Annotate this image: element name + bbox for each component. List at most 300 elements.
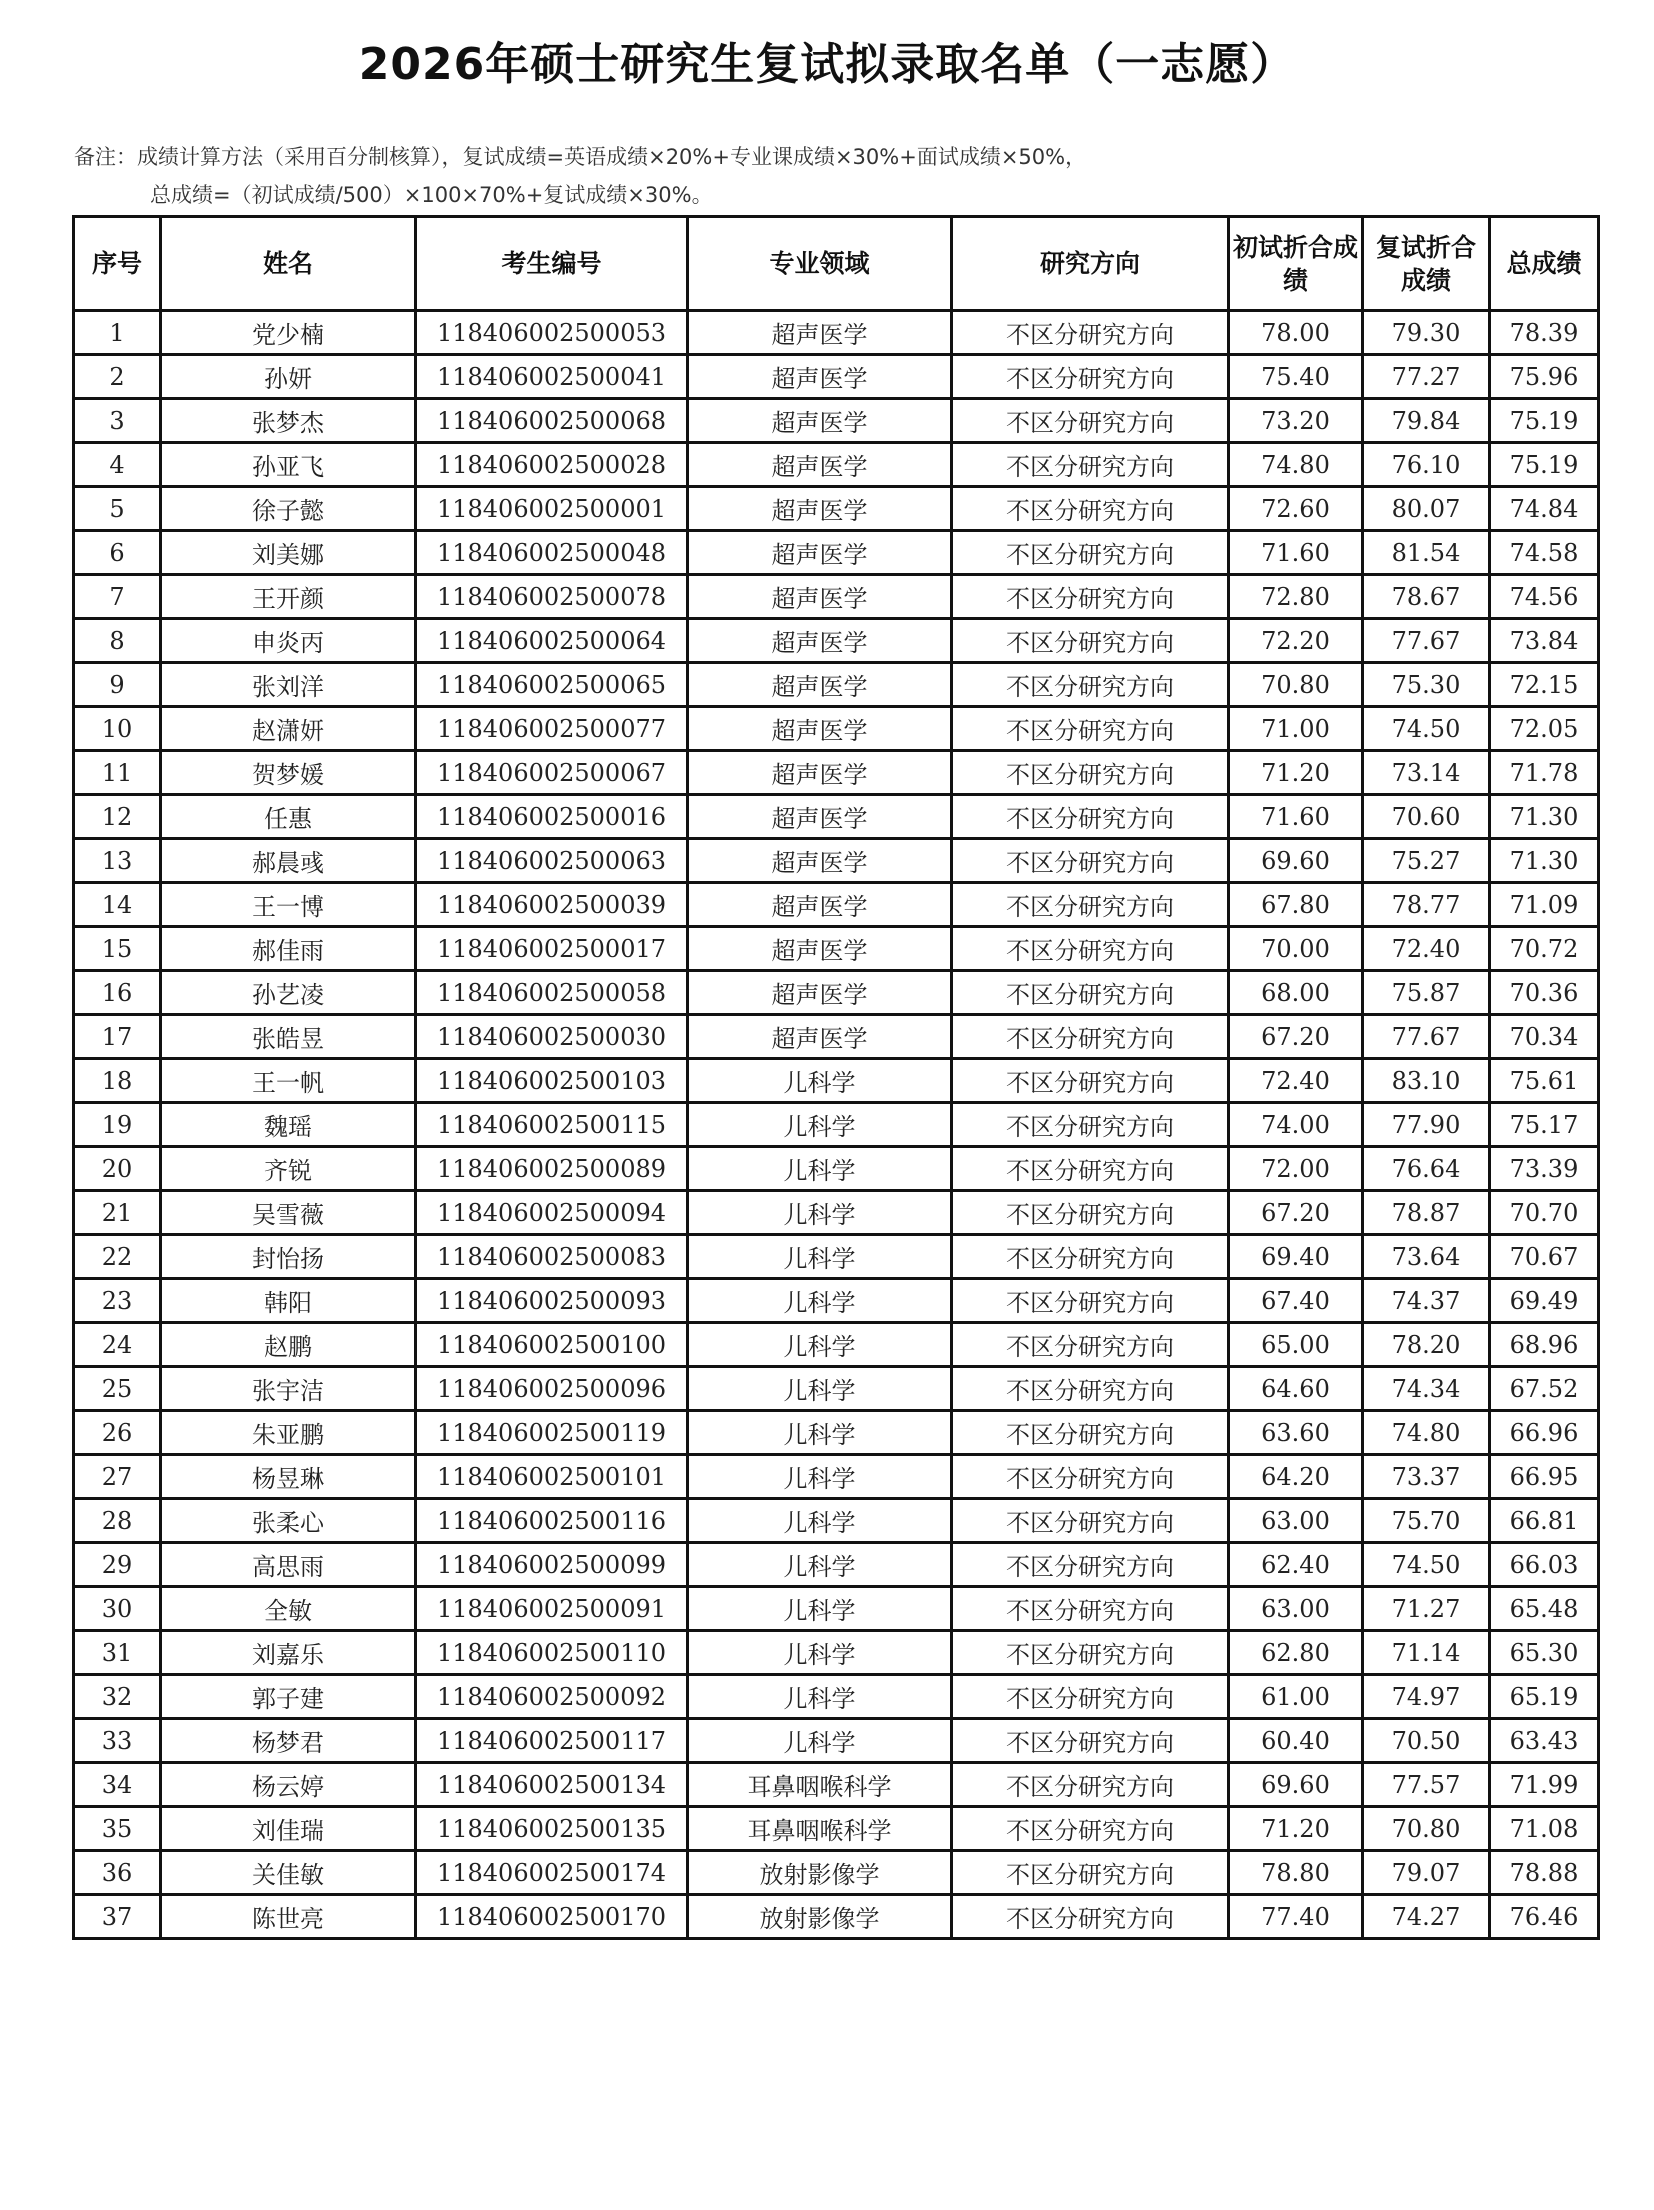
cell-total-score: 70.67 <box>1490 1235 1599 1279</box>
table-row <box>74 1323 1599 1367</box>
cell-research-direction: 不区分研究方向 <box>952 1411 1229 1455</box>
cell-major: 儿科学 <box>688 1059 952 1103</box>
cell-total-score: 71.99 <box>1490 1763 1599 1807</box>
cell-index: 35 <box>74 1807 161 1851</box>
cell-retest-score: 73.37 <box>1363 1455 1490 1499</box>
cell-prelim-score: 72.00 <box>1229 1147 1363 1191</box>
cell-major: 超声医学 <box>688 927 952 971</box>
cell-index: 20 <box>74 1147 161 1191</box>
cell-index: 5 <box>74 487 161 531</box>
cell-index: 21 <box>74 1191 161 1235</box>
cell-major: 超声医学 <box>688 1015 952 1059</box>
cell-retest-score: 74.27 <box>1363 1895 1490 1939</box>
cell-name: 刘美娜 <box>161 531 416 575</box>
cell-retest-score: 74.80 <box>1363 1411 1490 1455</box>
header-retest-score: 复试折合成绩 <box>1363 217 1490 311</box>
cell-major: 超声医学 <box>688 575 952 619</box>
cell-name: 赵潇妍 <box>161 707 416 751</box>
cell-total-score: 71.30 <box>1490 839 1599 883</box>
cell-candidate-id: 118406002500096 <box>416 1367 688 1411</box>
header-major: 专业领域 <box>688 217 952 311</box>
cell-major: 儿科学 <box>688 1631 952 1675</box>
cell-research-direction: 不区分研究方向 <box>952 487 1229 531</box>
cell-name: 杨梦君 <box>161 1719 416 1763</box>
cell-total-score: 70.72 <box>1490 927 1599 971</box>
cell-major: 儿科学 <box>688 1235 952 1279</box>
cell-research-direction: 不区分研究方向 <box>952 1499 1229 1543</box>
cell-index: 10 <box>74 707 161 751</box>
table-row <box>74 311 1599 355</box>
cell-total-score: 71.08 <box>1490 1807 1599 1851</box>
cell-prelim-score: 71.60 <box>1229 531 1363 575</box>
cell-prelim-score: 62.80 <box>1229 1631 1363 1675</box>
cell-research-direction: 不区分研究方向 <box>952 1763 1229 1807</box>
header-name: 姓名 <box>161 217 416 311</box>
cell-candidate-id: 118406002500048 <box>416 531 688 575</box>
note-line-2: 总成绩=（初试成绩/500）×100×70%+复试成绩×30%。 <box>150 183 713 207</box>
cell-total-score: 71.30 <box>1490 795 1599 839</box>
table-row <box>74 1719 1599 1763</box>
header-total-score: 总成绩 <box>1490 217 1599 311</box>
cell-major: 超声医学 <box>688 443 952 487</box>
cell-index: 22 <box>74 1235 161 1279</box>
cell-name: 王开颜 <box>161 575 416 619</box>
cell-research-direction: 不区分研究方向 <box>952 355 1229 399</box>
cell-candidate-id: 118406002500174 <box>416 1851 688 1895</box>
note-line-1: 备注：成绩计算方法（采用百分制核算），复试成绩=英语成绩×20%+专业课成绩×30%+面试成绩×50%， <box>74 145 1087 169</box>
cell-name: 张刘洋 <box>161 663 416 707</box>
cell-major: 儿科学 <box>688 1455 952 1499</box>
cell-candidate-id: 118406002500093 <box>416 1279 688 1323</box>
cell-retest-score: 73.64 <box>1363 1235 1490 1279</box>
table-row <box>74 487 1599 531</box>
cell-name: 全敏 <box>161 1587 416 1631</box>
cell-name: 王一博 <box>161 883 416 927</box>
cell-research-direction: 不区分研究方向 <box>952 311 1229 355</box>
calculation-note <box>74 138 1086 214</box>
table-row <box>74 1851 1599 1895</box>
cell-candidate-id: 118406002500092 <box>416 1675 688 1719</box>
table-header-row <box>74 217 1599 311</box>
cell-name: 孙艺凌 <box>161 971 416 1015</box>
cell-candidate-id: 118406002500117 <box>416 1719 688 1763</box>
table-row <box>74 575 1599 619</box>
cell-index: 8 <box>74 619 161 663</box>
table-row <box>74 1103 1599 1147</box>
cell-name: 党少楠 <box>161 311 416 355</box>
cell-prelim-score: 69.60 <box>1229 1763 1363 1807</box>
cell-total-score: 72.05 <box>1490 707 1599 751</box>
cell-research-direction: 不区分研究方向 <box>952 663 1229 707</box>
cell-name: 郝佳雨 <box>161 927 416 971</box>
cell-prelim-score: 71.20 <box>1229 1807 1363 1851</box>
cell-prelim-score: 73.20 <box>1229 399 1363 443</box>
cell-index: 6 <box>74 531 161 575</box>
cell-prelim-score: 67.40 <box>1229 1279 1363 1323</box>
cell-prelim-score: 78.80 <box>1229 1851 1363 1895</box>
cell-major: 放射影像学 <box>688 1895 952 1939</box>
table-row <box>74 1455 1599 1499</box>
table-row <box>74 795 1599 839</box>
cell-major: 超声医学 <box>688 663 952 707</box>
cell-major: 儿科学 <box>688 1191 952 1235</box>
cell-candidate-id: 118406002500065 <box>416 663 688 707</box>
cell-total-score: 66.81 <box>1490 1499 1599 1543</box>
cell-major: 超声医学 <box>688 971 952 1015</box>
table-row <box>74 1631 1599 1675</box>
table-row <box>74 1059 1599 1103</box>
cell-prelim-score: 69.40 <box>1229 1235 1363 1279</box>
cell-retest-score: 79.84 <box>1363 399 1490 443</box>
cell-total-score: 67.52 <box>1490 1367 1599 1411</box>
cell-index: 28 <box>74 1499 161 1543</box>
cell-name: 高思雨 <box>161 1543 416 1587</box>
table-row <box>74 443 1599 487</box>
cell-name: 陈世亮 <box>161 1895 416 1939</box>
cell-index: 32 <box>74 1675 161 1719</box>
cell-candidate-id: 118406002500041 <box>416 355 688 399</box>
cell-research-direction: 不区分研究方向 <box>952 883 1229 927</box>
cell-research-direction: 不区分研究方向 <box>952 1807 1229 1851</box>
cell-total-score: 72.15 <box>1490 663 1599 707</box>
cell-candidate-id: 118406002500083 <box>416 1235 688 1279</box>
cell-prelim-score: 62.40 <box>1229 1543 1363 1587</box>
cell-candidate-id: 118406002500116 <box>416 1499 688 1543</box>
cell-prelim-score: 63.00 <box>1229 1587 1363 1631</box>
cell-total-score: 75.61 <box>1490 1059 1599 1103</box>
table-row <box>74 619 1599 663</box>
cell-total-score: 78.88 <box>1490 1851 1599 1895</box>
cell-major: 放射影像学 <box>688 1851 952 1895</box>
cell-prelim-score: 70.80 <box>1229 663 1363 707</box>
cell-name: 孙亚飞 <box>161 443 416 487</box>
cell-candidate-id: 118406002500094 <box>416 1191 688 1235</box>
cell-candidate-id: 118406002500099 <box>416 1543 688 1587</box>
cell-index: 29 <box>74 1543 161 1587</box>
cell-candidate-id: 118406002500170 <box>416 1895 688 1939</box>
cell-major: 超声医学 <box>688 883 952 927</box>
table-row <box>74 1191 1599 1235</box>
cell-index: 26 <box>74 1411 161 1455</box>
cell-index: 30 <box>74 1587 161 1631</box>
cell-name: 张梦杰 <box>161 399 416 443</box>
cell-retest-score: 78.77 <box>1363 883 1490 927</box>
table-row <box>74 355 1599 399</box>
cell-major: 耳鼻咽喉科学 <box>688 1763 952 1807</box>
cell-research-direction: 不区分研究方向 <box>952 443 1229 487</box>
cell-retest-score: 78.67 <box>1363 575 1490 619</box>
cell-research-direction: 不区分研究方向 <box>952 1455 1229 1499</box>
table-row <box>74 927 1599 971</box>
header-candidate-id: 考生编号 <box>416 217 688 311</box>
cell-retest-score: 75.27 <box>1363 839 1490 883</box>
cell-index: 36 <box>74 1851 161 1895</box>
cell-prelim-score: 70.00 <box>1229 927 1363 971</box>
cell-index: 11 <box>74 751 161 795</box>
cell-total-score: 69.49 <box>1490 1279 1599 1323</box>
cell-major: 超声医学 <box>688 531 952 575</box>
table-row <box>74 1807 1599 1851</box>
cell-major: 超声医学 <box>688 399 952 443</box>
cell-prelim-score: 68.00 <box>1229 971 1363 1015</box>
cell-index: 3 <box>74 399 161 443</box>
cell-candidate-id: 118406002500134 <box>416 1763 688 1807</box>
table-row <box>74 707 1599 751</box>
cell-retest-score: 79.30 <box>1363 311 1490 355</box>
cell-research-direction: 不区分研究方向 <box>952 619 1229 663</box>
cell-retest-score: 70.50 <box>1363 1719 1490 1763</box>
cell-index: 16 <box>74 971 161 1015</box>
cell-prelim-score: 69.60 <box>1229 839 1363 883</box>
cell-retest-score: 71.27 <box>1363 1587 1490 1631</box>
cell-retest-score: 72.40 <box>1363 927 1490 971</box>
cell-name: 徐子懿 <box>161 487 416 531</box>
cell-name: 孙妍 <box>161 355 416 399</box>
cell-research-direction: 不区分研究方向 <box>952 1015 1229 1059</box>
cell-total-score: 70.34 <box>1490 1015 1599 1059</box>
cell-total-score: 75.19 <box>1490 399 1599 443</box>
cell-total-score: 66.96 <box>1490 1411 1599 1455</box>
cell-research-direction: 不区分研究方向 <box>952 575 1229 619</box>
cell-name: 张柔心 <box>161 1499 416 1543</box>
cell-candidate-id: 118406002500101 <box>416 1455 688 1499</box>
cell-prelim-score: 74.80 <box>1229 443 1363 487</box>
table-row <box>74 971 1599 1015</box>
table-row <box>74 1015 1599 1059</box>
cell-prelim-score: 74.00 <box>1229 1103 1363 1147</box>
cell-candidate-id: 118406002500017 <box>416 927 688 971</box>
cell-candidate-id: 118406002500135 <box>416 1807 688 1851</box>
cell-prelim-score: 71.00 <box>1229 707 1363 751</box>
cell-retest-score: 77.90 <box>1363 1103 1490 1147</box>
cell-retest-score: 77.57 <box>1363 1763 1490 1807</box>
table-row <box>74 1587 1599 1631</box>
cell-prelim-score: 72.80 <box>1229 575 1363 619</box>
cell-research-direction: 不区分研究方向 <box>952 1587 1229 1631</box>
table-row <box>74 1235 1599 1279</box>
cell-candidate-id: 118406002500091 <box>416 1587 688 1631</box>
cell-candidate-id: 118406002500089 <box>416 1147 688 1191</box>
cell-index: 4 <box>74 443 161 487</box>
cell-name: 张宇洁 <box>161 1367 416 1411</box>
cell-prelim-score: 71.60 <box>1229 795 1363 839</box>
cell-prelim-score: 72.40 <box>1229 1059 1363 1103</box>
cell-total-score: 75.17 <box>1490 1103 1599 1147</box>
cell-index: 2 <box>74 355 161 399</box>
cell-prelim-score: 72.60 <box>1229 487 1363 531</box>
admission-table <box>72 215 1600 1940</box>
cell-major: 儿科学 <box>688 1279 952 1323</box>
cell-major: 儿科学 <box>688 1499 952 1543</box>
cell-total-score: 66.03 <box>1490 1543 1599 1587</box>
cell-total-score: 75.96 <box>1490 355 1599 399</box>
cell-prelim-score: 63.00 <box>1229 1499 1363 1543</box>
cell-major: 儿科学 <box>688 1103 952 1147</box>
cell-prelim-score: 67.20 <box>1229 1191 1363 1235</box>
cell-total-score: 73.39 <box>1490 1147 1599 1191</box>
cell-total-score: 74.58 <box>1490 531 1599 575</box>
cell-total-score: 74.84 <box>1490 487 1599 531</box>
cell-research-direction: 不区分研究方向 <box>952 971 1229 1015</box>
cell-research-direction: 不区分研究方向 <box>952 839 1229 883</box>
cell-major: 儿科学 <box>688 1147 952 1191</box>
cell-index: 7 <box>74 575 161 619</box>
cell-prelim-score: 61.00 <box>1229 1675 1363 1719</box>
cell-retest-score: 76.64 <box>1363 1147 1490 1191</box>
table-row <box>74 399 1599 443</box>
cell-name: 郭子建 <box>161 1675 416 1719</box>
cell-retest-score: 75.70 <box>1363 1499 1490 1543</box>
cell-candidate-id: 118406002500110 <box>416 1631 688 1675</box>
cell-candidate-id: 118406002500077 <box>416 707 688 751</box>
cell-research-direction: 不区分研究方向 <box>952 1367 1229 1411</box>
cell-research-direction: 不区分研究方向 <box>952 1103 1229 1147</box>
cell-major: 儿科学 <box>688 1367 952 1411</box>
cell-index: 37 <box>74 1895 161 1939</box>
cell-index: 27 <box>74 1455 161 1499</box>
cell-index: 31 <box>74 1631 161 1675</box>
header-prelim-score: 初试折合成绩 <box>1229 217 1363 311</box>
table-row <box>74 531 1599 575</box>
cell-research-direction: 不区分研究方向 <box>952 1147 1229 1191</box>
cell-research-direction: 不区分研究方向 <box>952 1235 1229 1279</box>
cell-research-direction: 不区分研究方向 <box>952 1851 1229 1895</box>
cell-name: 杨云婷 <box>161 1763 416 1807</box>
cell-candidate-id: 118406002500103 <box>416 1059 688 1103</box>
cell-name: 赵鹏 <box>161 1323 416 1367</box>
table-row <box>74 751 1599 795</box>
cell-index: 19 <box>74 1103 161 1147</box>
cell-prelim-score: 78.00 <box>1229 311 1363 355</box>
cell-name: 贺梦媛 <box>161 751 416 795</box>
cell-index: 24 <box>74 1323 161 1367</box>
cell-research-direction: 不区分研究方向 <box>952 1323 1229 1367</box>
cell-prelim-score: 77.40 <box>1229 1895 1363 1939</box>
cell-prelim-score: 67.80 <box>1229 883 1363 927</box>
cell-candidate-id: 118406002500119 <box>416 1411 688 1455</box>
cell-retest-score: 79.07 <box>1363 1851 1490 1895</box>
cell-retest-score: 75.30 <box>1363 663 1490 707</box>
table-row <box>74 1543 1599 1587</box>
cell-index: 12 <box>74 795 161 839</box>
cell-index: 1 <box>74 311 161 355</box>
table-row <box>74 1895 1599 1939</box>
cell-research-direction: 不区分研究方向 <box>952 1719 1229 1763</box>
cell-research-direction: 不区分研究方向 <box>952 1191 1229 1235</box>
cell-retest-score: 70.60 <box>1363 795 1490 839</box>
cell-major: 儿科学 <box>688 1323 952 1367</box>
table-row <box>74 839 1599 883</box>
table-row <box>74 1411 1599 1455</box>
cell-research-direction: 不区分研究方向 <box>952 707 1229 751</box>
page-title: 2026年硕士研究生复试拟录取名单（一志愿） <box>358 39 1296 90</box>
cell-retest-score: 77.67 <box>1363 619 1490 663</box>
cell-retest-score: 78.87 <box>1363 1191 1490 1235</box>
cell-index: 13 <box>74 839 161 883</box>
cell-prelim-score: 75.40 <box>1229 355 1363 399</box>
cell-candidate-id: 118406002500001 <box>416 487 688 531</box>
cell-total-score: 65.48 <box>1490 1587 1599 1631</box>
table-row <box>74 1763 1599 1807</box>
cell-candidate-id: 118406002500028 <box>416 443 688 487</box>
cell-research-direction: 不区分研究方向 <box>952 1631 1229 1675</box>
cell-total-score: 71.78 <box>1490 751 1599 795</box>
cell-total-score: 66.95 <box>1490 1455 1599 1499</box>
cell-total-score: 71.09 <box>1490 883 1599 927</box>
cell-major: 超声医学 <box>688 355 952 399</box>
cell-name: 刘嘉乐 <box>161 1631 416 1675</box>
cell-major: 超声医学 <box>688 795 952 839</box>
cell-major: 儿科学 <box>688 1719 952 1763</box>
cell-total-score: 78.39 <box>1490 311 1599 355</box>
cell-retest-score: 71.14 <box>1363 1631 1490 1675</box>
cell-retest-score: 70.80 <box>1363 1807 1490 1851</box>
cell-index: 17 <box>74 1015 161 1059</box>
cell-name: 刘佳瑞 <box>161 1807 416 1851</box>
cell-name: 任惠 <box>161 795 416 839</box>
cell-research-direction: 不区分研究方向 <box>952 531 1229 575</box>
cell-retest-score: 80.07 <box>1363 487 1490 531</box>
cell-total-score: 74.56 <box>1490 575 1599 619</box>
cell-major: 儿科学 <box>688 1543 952 1587</box>
cell-major: 超声医学 <box>688 839 952 883</box>
cell-major: 超声医学 <box>688 311 952 355</box>
cell-total-score: 68.96 <box>1490 1323 1599 1367</box>
cell-retest-score: 75.87 <box>1363 971 1490 1015</box>
cell-candidate-id: 118406002500039 <box>416 883 688 927</box>
cell-retest-score: 73.14 <box>1363 751 1490 795</box>
cell-index: 9 <box>74 663 161 707</box>
cell-name: 朱亚鹏 <box>161 1411 416 1455</box>
cell-prelim-score: 67.20 <box>1229 1015 1363 1059</box>
cell-retest-score: 78.20 <box>1363 1323 1490 1367</box>
cell-prelim-score: 60.40 <box>1229 1719 1363 1763</box>
cell-total-score: 70.70 <box>1490 1191 1599 1235</box>
cell-index: 25 <box>74 1367 161 1411</box>
cell-research-direction: 不区分研究方向 <box>952 1059 1229 1103</box>
cell-total-score: 63.43 <box>1490 1719 1599 1763</box>
cell-major: 耳鼻咽喉科学 <box>688 1807 952 1851</box>
cell-retest-score: 77.27 <box>1363 355 1490 399</box>
cell-retest-score: 76.10 <box>1363 443 1490 487</box>
cell-total-score: 70.36 <box>1490 971 1599 1015</box>
cell-candidate-id: 118406002500067 <box>416 751 688 795</box>
cell-candidate-id: 118406002500100 <box>416 1323 688 1367</box>
cell-name: 封怡扬 <box>161 1235 416 1279</box>
cell-retest-score: 77.67 <box>1363 1015 1490 1059</box>
cell-prelim-score: 72.20 <box>1229 619 1363 663</box>
cell-prelim-score: 65.00 <box>1229 1323 1363 1367</box>
cell-index: 18 <box>74 1059 161 1103</box>
cell-prelim-score: 71.20 <box>1229 751 1363 795</box>
cell-major: 儿科学 <box>688 1675 952 1719</box>
header-research-direction: 研究方向 <box>952 217 1229 311</box>
cell-candidate-id: 118406002500078 <box>416 575 688 619</box>
cell-index: 23 <box>74 1279 161 1323</box>
cell-candidate-id: 118406002500058 <box>416 971 688 1015</box>
cell-index: 15 <box>74 927 161 971</box>
cell-index: 33 <box>74 1719 161 1763</box>
cell-candidate-id: 118406002500063 <box>416 839 688 883</box>
cell-major: 超声医学 <box>688 619 952 663</box>
cell-retest-score: 74.50 <box>1363 1543 1490 1587</box>
table-row <box>74 1279 1599 1323</box>
cell-name: 王一帆 <box>161 1059 416 1103</box>
cell-research-direction: 不区分研究方向 <box>952 399 1229 443</box>
cell-name: 张皓昱 <box>161 1015 416 1059</box>
cell-candidate-id: 118406002500068 <box>416 399 688 443</box>
header-index: 序号 <box>74 217 161 311</box>
